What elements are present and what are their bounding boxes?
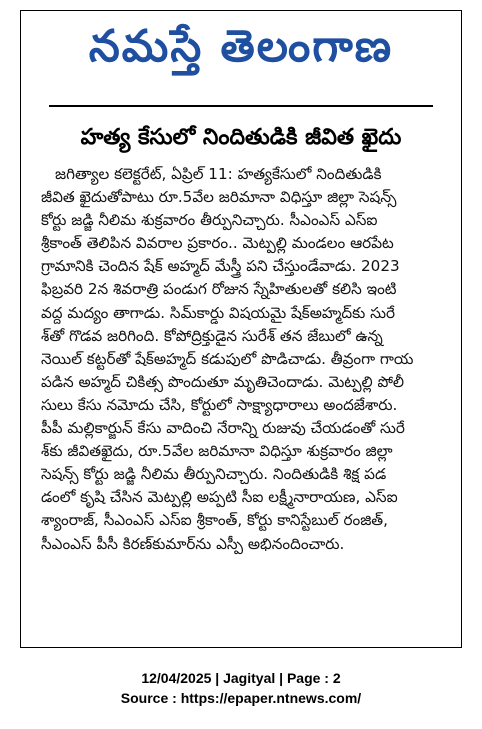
dateline: 12/04/2025 | Jagityal | Page : 2 xyxy=(141,670,341,686)
article-line: శ్యాంరాజ్, సీఎంఎస్ ఎస్ఐ శ్రీకాంత్, కోర్టు కానిస్టేబుల్ రంజిత్, xyxy=(41,511,388,530)
article-line: పీపీ మల్లికార్జున్ కేసు వాదించి నేరాన్ని రుజువు చేయడంతో సురే xyxy=(41,419,405,438)
article-line: శ్‌కు జీవితఖైదు, రూ.5వేల జరిమానా విధిస్తూ శుక్రవారం జిల్లా xyxy=(41,442,393,461)
newspaper-name: నమస్తే తెలంగాణ xyxy=(88,21,394,72)
clipping-footer xyxy=(0,668,482,708)
source-line: Source : https://epaper.ntnews.com/ xyxy=(120,690,362,706)
article-line: సులు కేసు నమోదు చేసి, కోర్టులో సాక్ష్యాధారాలు అందజేశారు. xyxy=(41,395,398,414)
masthead-divider xyxy=(49,105,433,107)
article-line: గ్రామానికి చెందిన షేక్ అహ్మద్ మేస్త్రీ పని చేస్తుండేవాడు. 2023 xyxy=(41,257,400,276)
newspaper-clipping xyxy=(20,10,462,648)
article-line: శ్రీకాంత్ తెలిపిన వివరాల ప్రకారం.. మెట్పల్లి మండలం ఆరపేట xyxy=(41,234,394,253)
article-line: ఫిబ్రవరి 2న శివరాత్రి పండుగ రోజున స్నేహితులతో కలిసి ఇంటి xyxy=(41,280,397,299)
masthead xyxy=(21,11,461,87)
article-line: జగిత్యాల కలెక్టరేట్, ఏప్రిల్ 11: హత్యకేసులో నిందితుడికి xyxy=(55,165,382,183)
article-line: డంలో కృషి చేసిన మెట్పల్లి అప్పటి సీఐ లక్ష్మీనారాయణ, ఎస్ఐ xyxy=(41,488,398,507)
article-line: సీఎంఎస్ పీసీ కిరణ్‌కుమార్‌ను ఎస్పీ అభినందించారు. xyxy=(41,534,345,553)
article-line: పడిన అహ్మద్ చికిత్స పొందుతూ మృతిచెందాడు. మెట్పల్లి పోలీ xyxy=(41,372,405,391)
article-line: జీవిత ఖైదుతోపాటు రూ.5వేల జరిమానా విధిస్తూ జిల్లా సెషన్స్ xyxy=(41,188,397,207)
article-headline: హత్య కేసులో నిందితుడికి జీవిత ఖైదు xyxy=(80,125,402,150)
article-line: సెషన్స్ కోర్టు జడ్జి నీలిమ తీర్పునిచ్చారు. నిందితుడికి శిక్ష పడ xyxy=(41,465,387,484)
article-line: శ్‌తో గొడవ జరిగింది. కోపోద్రిక్తుడైన సురేశ్ తన జేబులో ఉన్న xyxy=(41,326,383,345)
article-line: నెయిల్ కట్టర్‌తో షేక్‌అహ్మద్ కడుపులో పొడిచాడు. తీవ్రంగా గాయ xyxy=(41,349,414,368)
article-line: కోర్టు జడ్జి నీలిమ శుక్రవారం తీర్పునిచ్చారు. సీఎంఎస్ ఎస్ఐ xyxy=(41,211,378,230)
article-line: వద్ద మద్యం తాగాడు. సిమ్‌కార్డు విషయమై షేక్‌అహ్మద్‌కు సురే xyxy=(41,303,396,322)
article-body xyxy=(41,163,445,556)
